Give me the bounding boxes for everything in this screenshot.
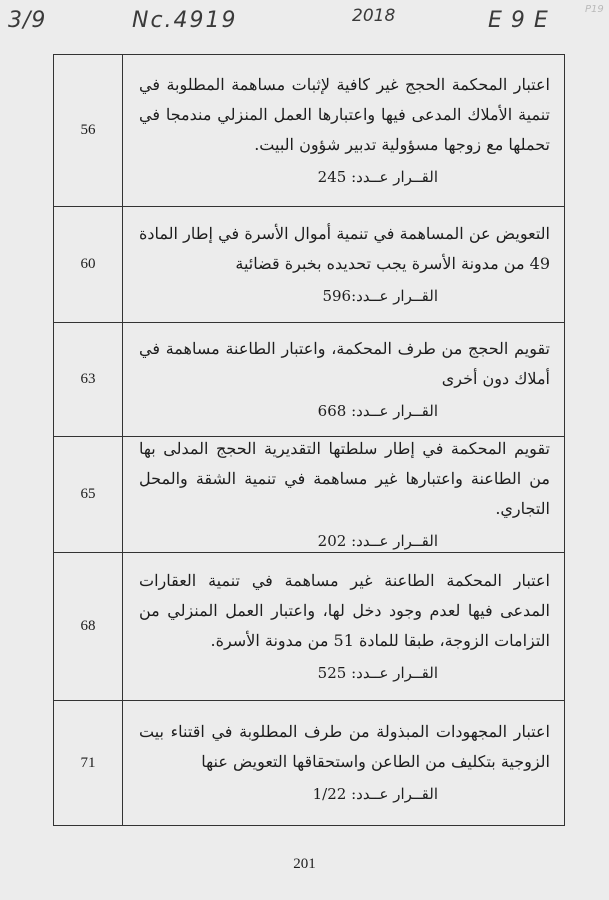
ruling-cell xyxy=(123,323,564,436)
ruling-text: تقويم المحكمة في إطار سلطتها التقديرية الحجج المدلى بها من الطاعنة واعتبارها غير مساهمة في تنمية الشقة والمحل التجاري. xyxy=(139,438,550,518)
page-ref-cell: 68 xyxy=(54,553,123,700)
hand-note: 2018 xyxy=(352,6,396,26)
ruling-cell xyxy=(123,437,564,552)
decision-number: القــرار عــدد: 245 xyxy=(317,167,438,186)
ruling-text: اعتبار المحكمة الحجج غير كافية لإثبات مساهمة المطلوبة في تنمية الأملاك المدعى فيها واعتبارها العمل المنزلي مندمجا في تحملها مع زوجها مسؤولية تدبير شؤون البيت. xyxy=(139,74,550,154)
table-row xyxy=(54,323,564,437)
table-row xyxy=(54,207,564,323)
rulings-table xyxy=(53,54,565,826)
hand-note: E 9 E xyxy=(488,8,549,33)
ruling-text: تقويم الحجج من طرف المحكمة، واعتبار الطاعنة مساهمة في أملاك دون أخرى xyxy=(139,338,550,388)
table-row xyxy=(54,55,564,207)
decision-number: القــرار عــدد: 202 xyxy=(317,531,438,550)
page-ref-cell: 60 xyxy=(54,207,123,322)
decision-number: القــرار عــدد: 668 xyxy=(317,401,438,420)
page-number: 201 xyxy=(293,856,316,872)
table-row xyxy=(54,553,564,701)
table-row xyxy=(54,437,564,553)
corner-mark: P19 xyxy=(585,4,604,15)
ruling-text: اعتبار المجهودات المبذولة من طرف المطلوبة في اقتناء بيت الزوجية بتكليف من الطاعن واستحقاقها التعويض عنها xyxy=(139,722,550,771)
ruling-cell xyxy=(123,55,564,206)
decision-number: القــرار عــدد: 1/22 xyxy=(312,785,438,803)
page-ref-cell: 63 xyxy=(54,323,123,436)
hand-note: 3/9 xyxy=(8,8,47,33)
ruling-cell xyxy=(123,207,564,322)
ruling-cell xyxy=(123,553,564,700)
handwritten-header xyxy=(0,2,609,42)
ruling-text: التعويض عن المساهمة في تنمية أموال الأسرة في إطار المادة 49 من مدونة الأسرة يجب تحديده بخبرة قضائية xyxy=(139,223,550,273)
ruling-cell xyxy=(123,701,564,825)
ruling-text: اعتبار المحكمة الطاعنة غير مساهمة في تنمية العقارات المدعى فيها لعدم وجود دخل لها، واعتبار العمل المنزلي من التزامات الزوجة، طبقا للمادة 51 من مدونة الأسرة. xyxy=(139,570,550,650)
table-row xyxy=(54,701,564,825)
decision-number: القــرار عــدد: 525 xyxy=(317,663,438,682)
page-ref-cell: 65 xyxy=(54,437,123,552)
page-ref-cell: 56 xyxy=(54,55,123,206)
decision-number: القــرار عــدد:596 xyxy=(322,286,438,305)
page-ref-cell: 71 xyxy=(54,701,123,825)
hand-note: Nc.4919 xyxy=(132,8,238,33)
